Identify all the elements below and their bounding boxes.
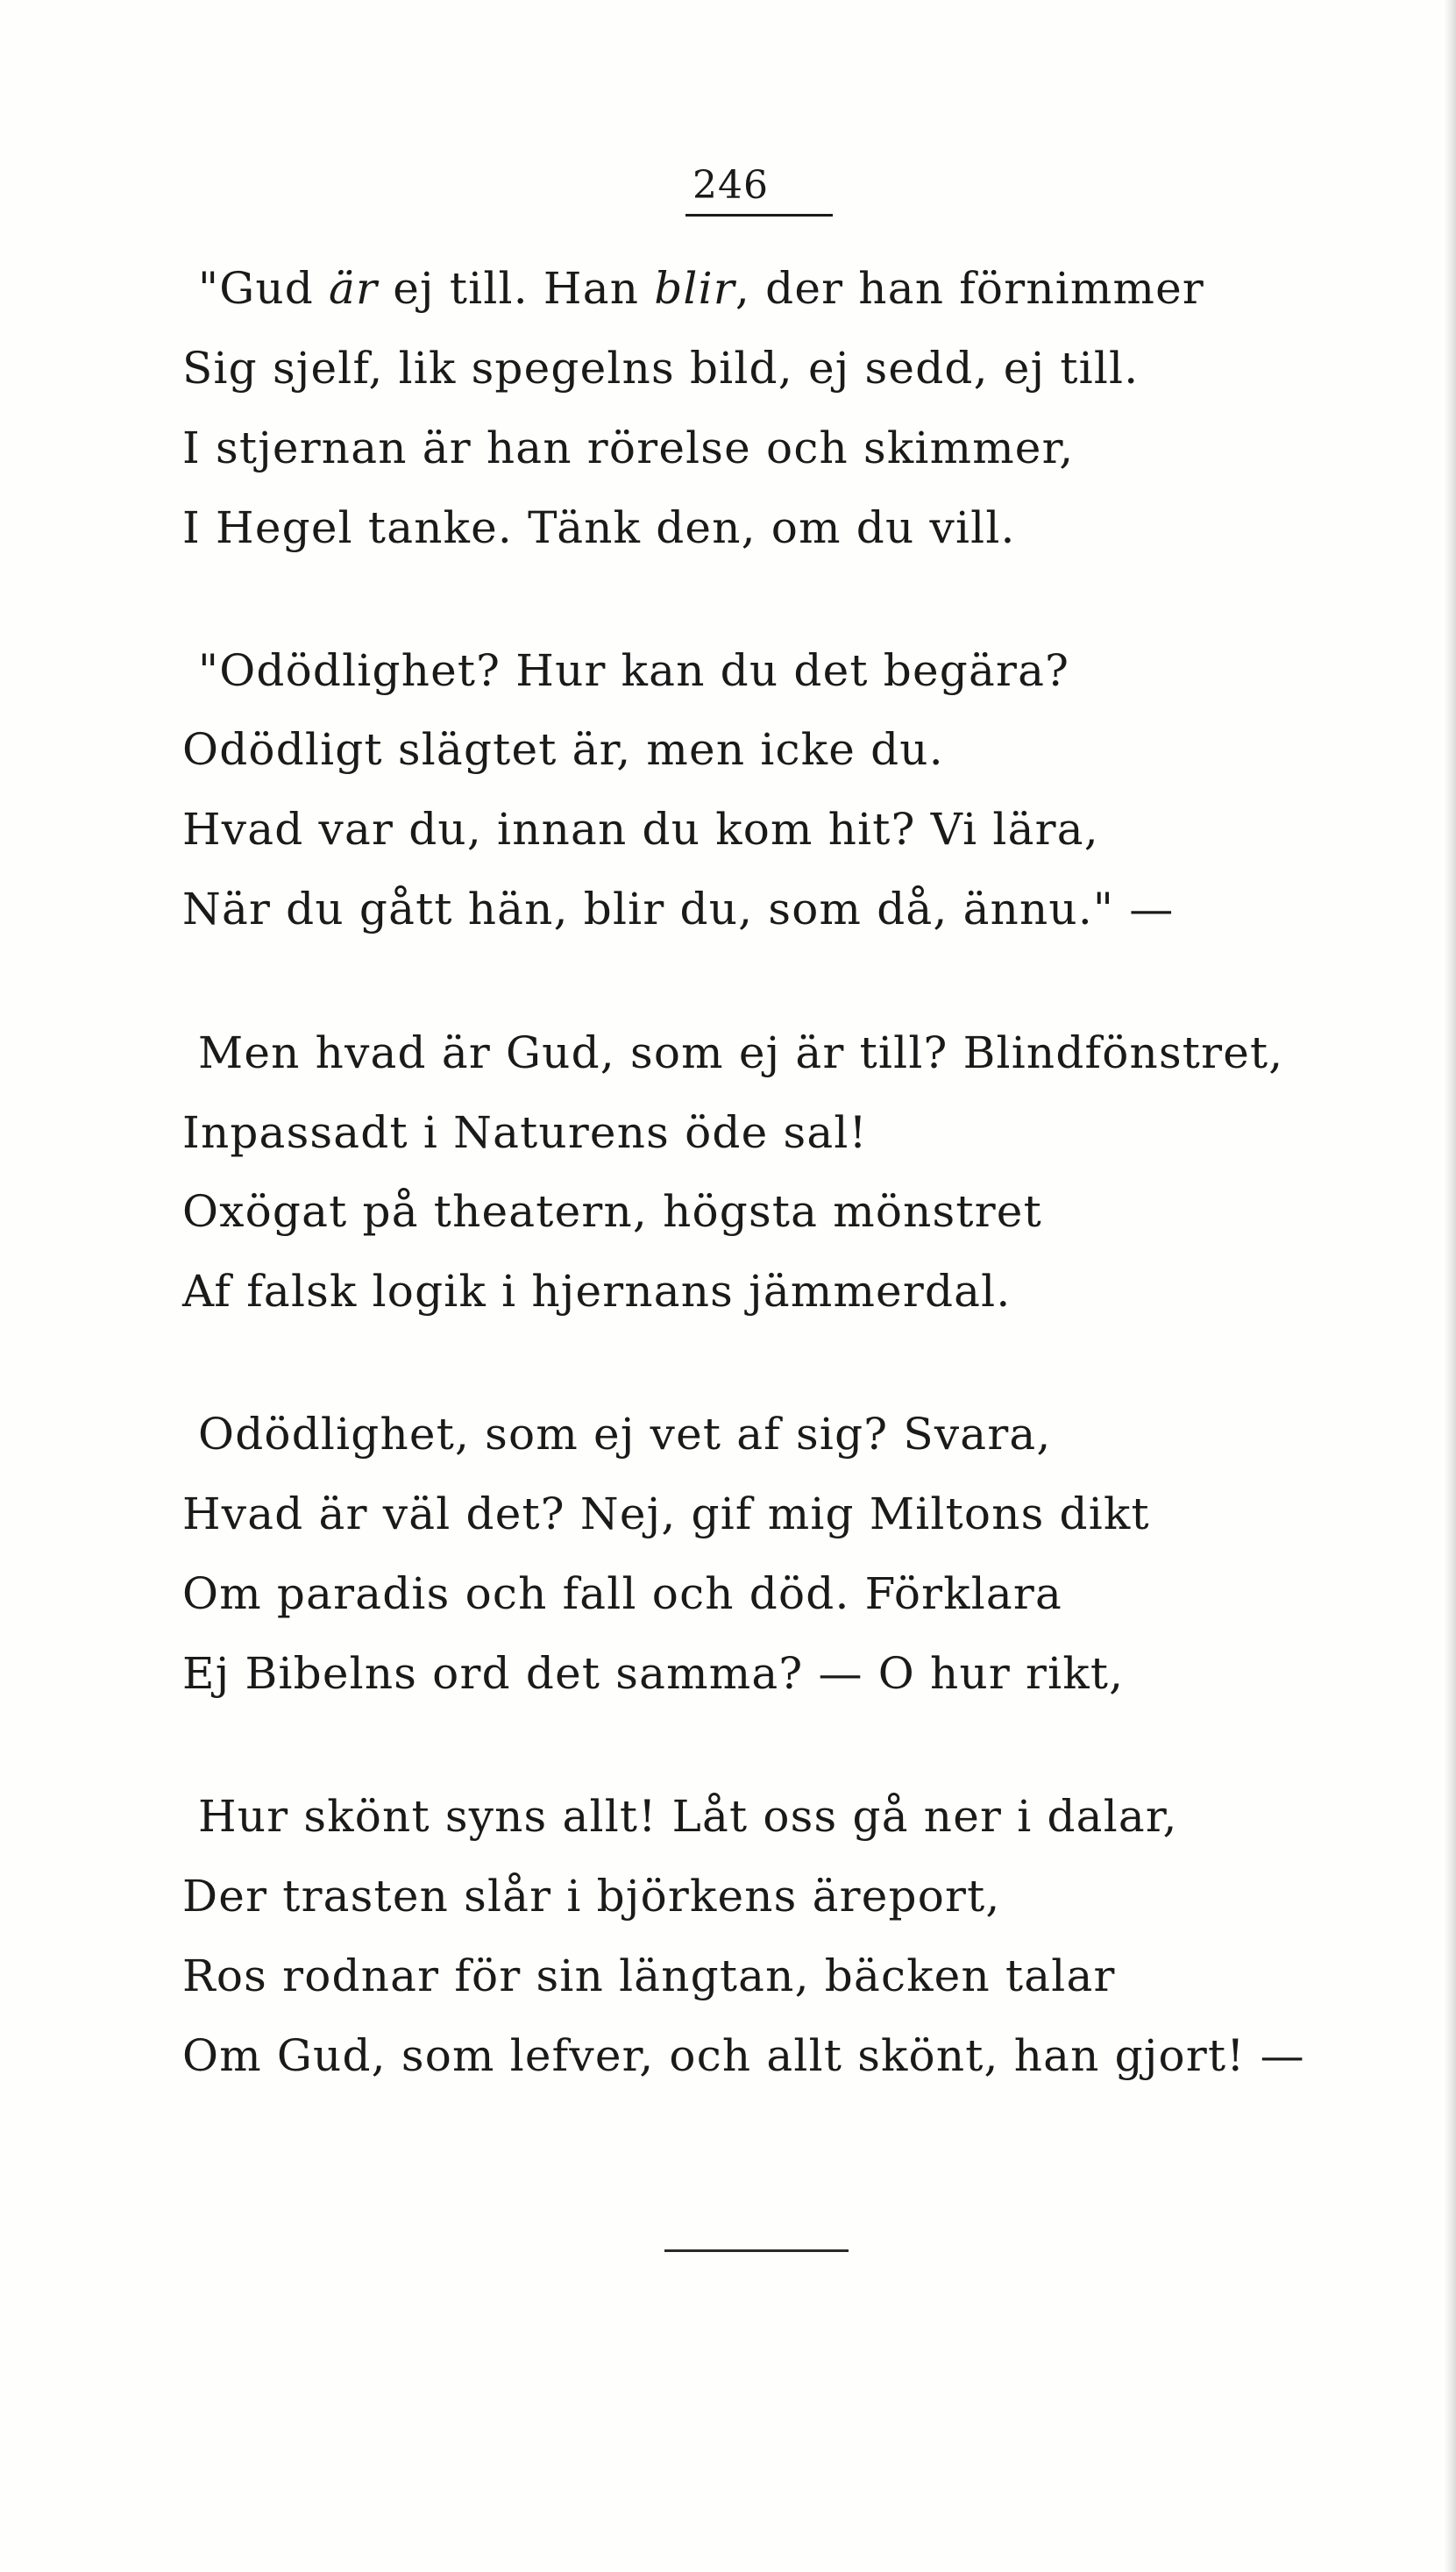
poem-line: Odödlighet, som ej vet af sig? Svara, [198, 1409, 1052, 1460]
poem-line: Hvad är väl det? Nej, gif mig Miltons dikt [182, 1488, 1150, 1539]
poem-line: Om paradis och fall och död. Förklara [182, 1568, 1063, 1619]
page-edge [1444, 0, 1456, 2572]
end-rule [664, 2249, 849, 2252]
poem-line: När du gått hän, blir du, som då, ännu." — [182, 884, 1175, 934]
poem-line: I stjernan är han rörelse och skimmer, [182, 423, 1075, 473]
poem-line: Der trasten slår i björkens äreport, [182, 1871, 1001, 1922]
poem-line: Sig sjelf, lik spegelns bild, ej sedd, ej till. [182, 343, 1140, 394]
poem-line: Inpassadt i Naturens öde sal! [182, 1107, 868, 1158]
page-number-rule [685, 214, 833, 217]
poem-line: "Odödlighet? Hur kan du det begära? [198, 645, 1070, 696]
poem-line: Hvad var du, innan du kom hit? Vi lära, [182, 804, 1099, 855]
page-number: 246 [692, 163, 769, 208]
poem-line: I Hegel tanke. Tänk den, om du vill. [182, 502, 1016, 553]
poem-line: Ros rodnar för sin längtan, bäcken talar [182, 1950, 1116, 2001]
poem-line: Men hvad är Gud, som ej är till? Blindfönstret, [198, 1027, 1284, 1078]
poem-line: Oxögat på theatern, högsta mönstret [182, 1186, 1042, 1237]
poem-line: Af falsk logik i hjernans jämmerdal. [182, 1266, 1012, 1317]
poem-line: Odödligt slägtet är, men icke du. [182, 724, 944, 775]
poem-line: Hur skönt syns allt! Låt oss gå ner i dalar, [198, 1791, 1178, 1842]
poem-line: Om Gud, som lefver, och allt skönt, han gjort! — [182, 2030, 1305, 2081]
poem-line: Ej Bibelns ord det samma? — O hur rikt, [182, 1648, 1125, 1699]
poem-line: "Gud är ej till. Han blir, der han förnimmer [198, 263, 1205, 314]
